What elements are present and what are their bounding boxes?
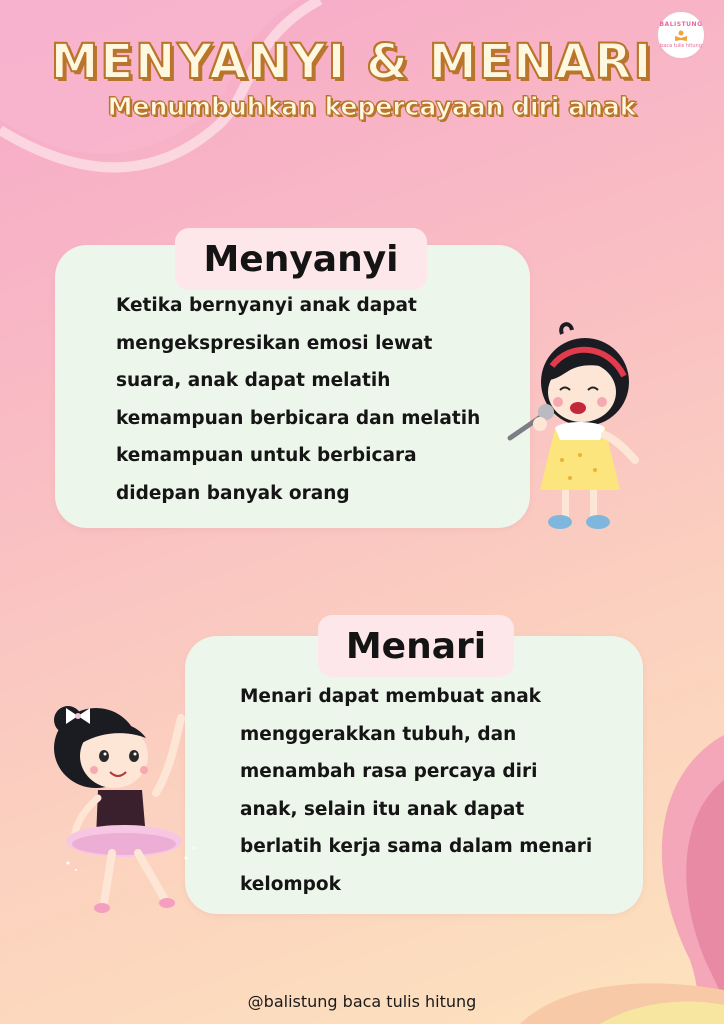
page-subtitle: Menumbuhkan kepercayaan diri anak: [107, 92, 637, 121]
menari-heading: Menari: [318, 615, 514, 677]
menyanyi-body: Ketika bernyanyi anak dapat mengekspresikan emosi lewat suara, anak dapat melatih kemampuan berbicara dan melatih kemampuan untuk berbicara didepan banyak orang: [116, 295, 481, 504]
menari-body: Menari dapat membuat anak menggerakkan tubuh, dan menambah rasa percaya diri anak, selain itu anak dapat berlatih kerja sama dalam menari kelompok: [240, 686, 593, 895]
logo-bottom-text: baca tulis hitung: [660, 43, 702, 49]
singing-girl-illustration: [500, 320, 645, 540]
page-title: MENYANYI & MENARI: [50, 34, 654, 90]
footer-handle: @balistung baca tulis hitung: [247, 992, 477, 1011]
page-header: [0, 34, 724, 121]
dancing-girl-illustration: [46, 698, 226, 926]
logo-top-text: BALISTUNG: [659, 21, 703, 28]
menyanyi-heading: Menyanyi: [175, 228, 427, 290]
